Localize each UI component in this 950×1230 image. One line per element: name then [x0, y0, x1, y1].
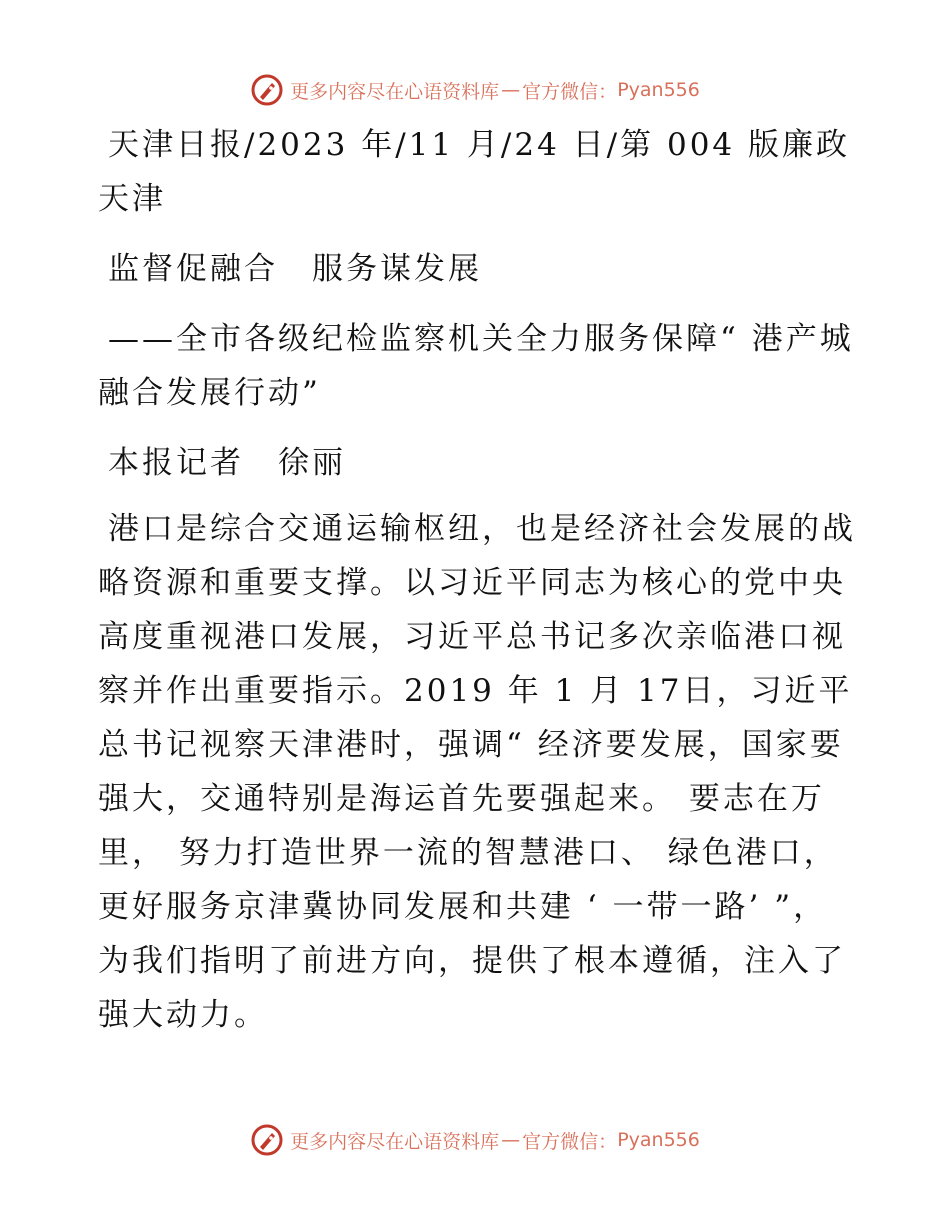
watermark-wechat-label: 官方微信： [522, 1130, 618, 1153]
watermark-separator: — [501, 1129, 521, 1151]
watermark-separator: — [501, 79, 521, 101]
watermark-wechat-label: 官方微信： [522, 80, 618, 103]
watermark-banner-bottom [0, 1120, 950, 1160]
article-body [98, 118, 858, 1058]
watermark-prefix: 更多内容尽在心语资料库 [290, 1130, 500, 1153]
byline: 本报记者 徐丽 [108, 445, 346, 481]
article-title: 监督促融合 服务谋发展 [108, 251, 482, 287]
watermark-banner-top [0, 70, 950, 110]
watermark-wechat-id: Pyan556 [617, 79, 700, 101]
article-subtitle: ——全市各级纪检监察机关全力服务保障“ 港产城融合发展行动” [98, 321, 854, 411]
pen-nib-logo-icon [250, 73, 284, 107]
watermark-prefix: 更多内容尽在心语资料库 [290, 80, 500, 103]
watermark-wechat-id: Pyan556 [617, 1129, 700, 1151]
pen-nib-logo-icon [250, 1123, 284, 1157]
paragraph: 港口是综合交通运输枢纽，也是经济社会发展的战略资源和重要支撑。以习近平同志为核心的党中央高度重视港口发展，习近平总书记多次亲临港口视察并作出重要指示。2019 年 1 月 17日，习近平总书记视察天津港时，强调“ 经济要发展，国家要强大，交通特别是海运首先要强起来。 要志在万里， 努力打造世界一流的智慧港口、 绿色港口， 更好服务京津冀协同发展和共建 ‘ 一带一路’ ”，为我们指明了前进方向，提供了根本遵循，注入了强大动力。 [98, 511, 856, 1033]
source-line: 天津日报/2023 年/11 月/24 日/第 004 版廉政天津 [98, 127, 851, 217]
